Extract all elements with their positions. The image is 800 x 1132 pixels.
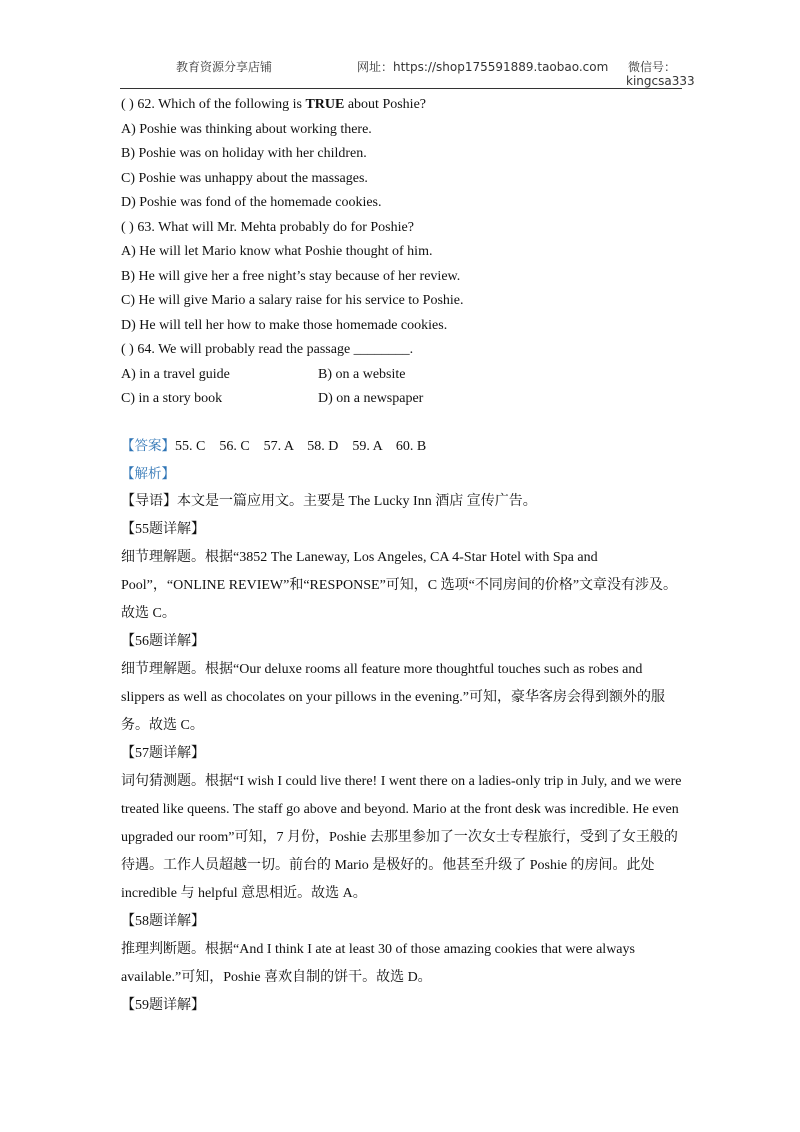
section-55-text: 细节理解题。根据“3852 The Laneway, Los Angeles, CA 4-Star Hotel with Spa and Pool”，“ONLINE REVIEW”和“RESPONSE”可知，C 选项“不同房间的价格”文章没有涉及。故选 C。 <box>121 549 678 621</box>
question-64-options-row-1 <box>121 363 686 388</box>
section-58-text: 推理判断题。根据“And I think I ate at least 30 of those amazing cookies that were always available.”可知，Poshie 喜欢自制的饼干。故选 D。 <box>121 941 635 985</box>
header-shop-name: 教育资源分享店铺 <box>176 60 273 74</box>
header-divider <box>120 88 682 89</box>
question-64-option-b: B) on a website <box>318 366 406 382</box>
header-wechat-id: kingcsa333 <box>626 74 695 88</box>
guide-line: 【导语】本文是一篇应用文。主要是 The Lucky Inn 酒店 宣传广告。 <box>121 493 537 509</box>
question-62-stem: ( ) 62. Which of the following is TRUE about Poshie? <box>121 97 426 112</box>
section-58-title: 【58题详解】 <box>121 913 205 929</box>
section-57-title: 【57题详解】 <box>121 745 205 761</box>
question-63-stem: ( ) 63. What will Mr. Mehta probably do for Poshie? <box>121 219 414 235</box>
answer-values: 55. C 56. C 57. A 58. D 59. A 60. B <box>175 438 427 454</box>
section-56-title: 【56题详解】 <box>121 633 205 649</box>
question-64-option-d: D) on a newspaper <box>318 391 424 406</box>
answer-label: 【答案】 <box>121 437 175 454</box>
question-64-option-c: C) in a story book <box>121 391 223 406</box>
page-header <box>0 0 800 92</box>
question-62-option-b: B) Poshie was on holiday with her children. <box>121 146 367 161</box>
analysis-line <box>121 460 686 488</box>
question-64-options-row-2 <box>121 387 686 412</box>
question-62-option-c: C) Poshie was unhappy about the massages. <box>121 170 368 186</box>
header-shop-url: 网址：https://shop175591889.taobao.com <box>357 60 609 74</box>
question-62-option-d: D) Poshie was fond of the homemade cookies. <box>121 195 382 210</box>
section-57-text: 词句猜测题。根据“I wish I could live there! I went there on a ladies-only trip in July, and we were treated like queens. The staff go above and beyond. Mario at the front desk was incredible. He even upgraded our room”可知，7 月份，Poshie 去那里参加了一次女士专程旅行，受到了女王般的待遇。工作人员超越一切。前台的 Mario 是极好的。他甚至升级了 Poshie 的房间。此处 incredible 与 helpful 意思相近。故选 A。 <box>121 773 682 901</box>
question-63-option-b: B) He will give her a free night’s stay because of her review. <box>121 268 461 284</box>
header-wechat-label: 微信号： <box>628 60 677 74</box>
question-64-stem: ( ) 64. We will probably read the passage ________. <box>121 342 414 357</box>
section-56-text: 细节理解题。根据“Our deluxe rooms all feature more thoughtful touches such as robes and slippers as well as chocolates on your pillows in the evening.”可知，豪华客房会得到额外的服务。故选 C。 <box>121 661 665 733</box>
answer-line <box>121 432 686 460</box>
analysis-label: 【解析】 <box>121 465 175 482</box>
answers-section <box>121 432 686 1020</box>
question-63-option-d: D) He will tell her how to make those homemade cookies. <box>121 317 448 333</box>
section-55-title: 【55题详解】 <box>121 521 205 537</box>
question-64-option-a: A) in a travel guide <box>121 366 230 382</box>
question-63-option-c: C) He will give Mario a salary raise for his service to Poshie. <box>121 293 464 308</box>
question-63-option-a: A) He will let Mario know what Poshie thought of him. <box>121 244 433 259</box>
document-body <box>121 93 686 1020</box>
question-62-option-a: A) Poshie was thinking about working there. <box>121 121 372 137</box>
section-59-title: 【59题详解】 <box>121 997 205 1013</box>
